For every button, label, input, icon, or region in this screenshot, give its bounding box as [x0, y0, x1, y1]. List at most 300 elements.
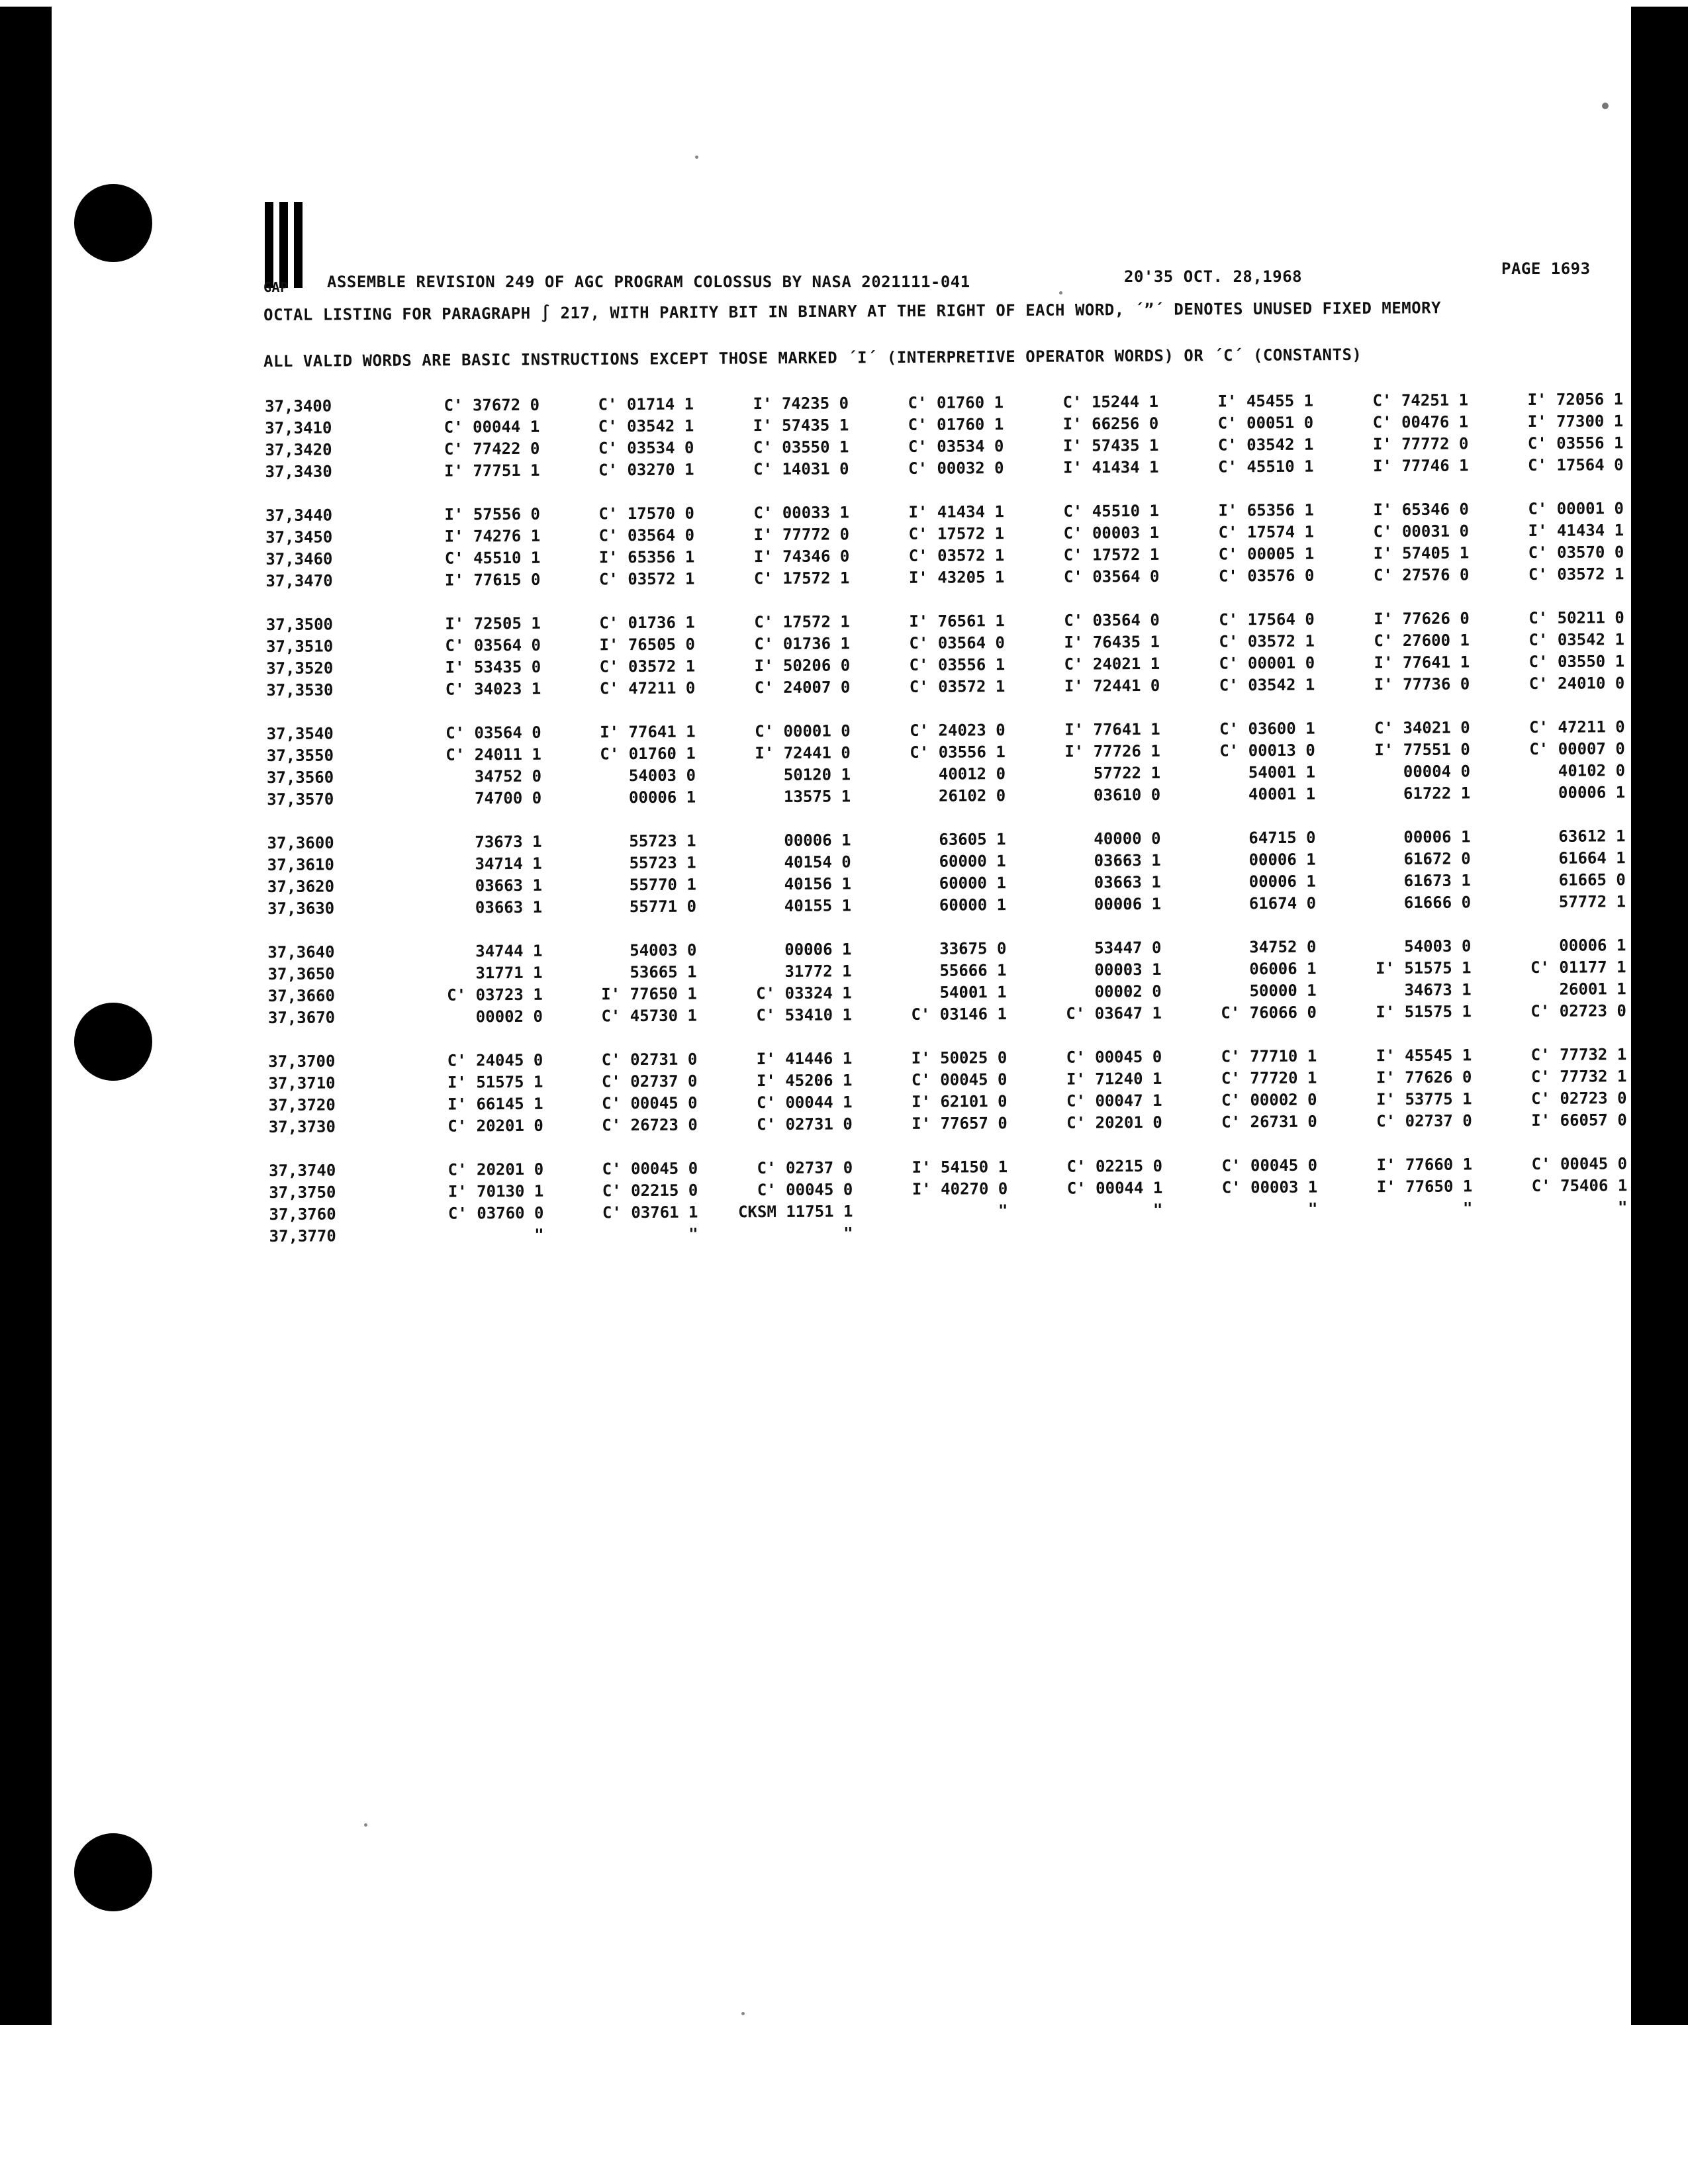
memory-word: I' 72505 1 — [445, 614, 541, 633]
header-line-3: ALL VALID WORDS ARE BASIC INSTRUCTIONS EXCEPT THOSE MARKED ´I´ (INTERPRETIVE OPERATOR WORDS) OR ´C´ (CONSTANTS) — [263, 345, 1362, 371]
memory-word: 00006 1 — [1248, 872, 1316, 891]
memory-word: 34673 1 — [1404, 980, 1472, 999]
memory-address: 37,3540 — [266, 724, 334, 743]
memory-word: I' 74346 0 — [753, 547, 850, 567]
memory-word: C' 45510 1 — [1217, 457, 1314, 477]
memory-word: I' 50025 0 — [911, 1048, 1008, 1068]
memory-word: I' 72441 0 — [1064, 676, 1160, 696]
memory-word: 73673 1 — [475, 832, 542, 852]
memory-word: C' 17572 1 — [908, 524, 1005, 543]
memory-word: 03663 1 — [475, 897, 543, 917]
memory-word: 53447 0 — [1094, 938, 1162, 958]
memory-word: I' 45545 1 — [1376, 1046, 1472, 1066]
memory-word: I' 77650 1 — [601, 984, 697, 1004]
memory-word: C' 00007 0 — [1529, 739, 1625, 759]
memory-word: C' 00005 1 — [1218, 544, 1315, 564]
memory-word: 40001 1 — [1248, 784, 1316, 804]
memory-word: C' 17570 0 — [598, 504, 695, 523]
memory-word: 31771 1 — [475, 963, 543, 983]
memory-word: C' 03542 1 — [1528, 630, 1625, 650]
memory-word: " — [1617, 1198, 1628, 1217]
memory-word: I' 77772 0 — [1372, 434, 1469, 454]
memory-address: 37,3620 — [267, 877, 335, 896]
memory-word: 00006 1 — [1403, 827, 1471, 847]
memory-word: 34744 1 — [475, 941, 543, 961]
memory-word: C' 00001 0 — [1219, 653, 1315, 673]
memory-word: C' 03550 1 — [1528, 652, 1625, 672]
memory-address: 37,3750 — [269, 1183, 336, 1202]
memory-word: C' 02737 0 — [1376, 1111, 1472, 1131]
memory-word: C' 50211 0 — [1528, 608, 1624, 628]
scan-smudge — [1602, 103, 1609, 109]
memory-word: 55723 1 — [629, 853, 696, 873]
memory-word: C' 17574 1 — [1218, 522, 1315, 542]
memory-word: 74700 0 — [474, 788, 542, 808]
memory-word: C' 00047 1 — [1066, 1091, 1162, 1111]
memory-word: I' 41434 1 — [1063, 457, 1159, 477]
memory-word: C' 03576 0 — [1218, 566, 1315, 586]
memory-word: 50120 1 — [783, 765, 851, 784]
memory-address: 37,3650 — [267, 964, 335, 983]
memory-word: 40102 0 — [1558, 761, 1626, 780]
memory-word: I' 77736 0 — [1374, 674, 1470, 694]
memory-word: C' 03534 0 — [908, 437, 1004, 456]
memory-word: C' 47211 0 — [599, 678, 696, 698]
memory-address: 37,3770 — [269, 1226, 336, 1246]
listing-group — [267, 827, 1631, 921]
memory-word: C' 27576 0 — [1373, 565, 1470, 585]
memory-word: C' 20201 0 — [1066, 1113, 1162, 1132]
memory-word: 31772 1 — [784, 962, 852, 981]
listing-group — [267, 936, 1632, 1030]
memory-word: C' 77710 1 — [1221, 1046, 1317, 1066]
memory-word: 57772 1 — [1558, 892, 1626, 911]
memory-address: 37,3740 — [269, 1161, 336, 1180]
memory-word: 13575 1 — [783, 787, 851, 806]
memory-word: I' 77657 0 — [912, 1114, 1008, 1133]
memory-address: 37,3720 — [268, 1095, 336, 1115]
memory-word: C' 00051 0 — [1217, 413, 1314, 433]
memory-word: C' 02731 0 — [757, 1115, 853, 1134]
memory-word: " — [998, 1201, 1008, 1220]
memory-word: C' 00044 1 — [757, 1093, 853, 1113]
listing-group — [267, 717, 1631, 812]
memory-word: 00006 1 — [1094, 894, 1162, 914]
memory-word: C' 01714 1 — [598, 394, 694, 414]
memory-word: I' 77641 1 — [1064, 719, 1160, 739]
memory-word: C' 03647 1 — [1066, 1003, 1162, 1023]
memory-word: CKSM 11751 1 — [737, 1202, 853, 1222]
memory-word: C' 00003 1 — [1221, 1177, 1318, 1197]
memory-word: I' 57405 1 — [1373, 543, 1470, 563]
memory-word: C' 45510 1 — [444, 548, 541, 568]
memory-word: C' 20201 0 — [447, 1160, 544, 1179]
memory-word: 61722 1 — [1403, 784, 1471, 803]
memory-word: C' 03564 0 — [1064, 610, 1160, 630]
memory-word: C' 03564 0 — [1063, 567, 1160, 586]
memory-word: 53665 1 — [630, 962, 697, 982]
memory-word: I' 41446 1 — [756, 1049, 853, 1069]
memory-word: 54003 0 — [630, 940, 697, 960]
memory-word: C' 01736 1 — [754, 634, 851, 654]
memory-address: 37,3430 — [265, 462, 332, 481]
memory-word: 00004 0 — [1403, 762, 1471, 782]
memory-word: C' 02723 0 — [1531, 1089, 1627, 1108]
memory-word: I' 77626 0 — [1376, 1068, 1472, 1087]
memory-word: 26102 0 — [938, 786, 1006, 805]
memory-word: C' 03556 1 — [910, 743, 1006, 762]
memory-word: C' 15244 1 — [1062, 392, 1159, 412]
memory-word: I' 54150 1 — [912, 1158, 1008, 1177]
memory-word: C' 03564 0 — [909, 633, 1006, 653]
memory-word: C' 00045 0 — [757, 1180, 853, 1200]
memory-word: C' 77720 1 — [1221, 1068, 1317, 1088]
memory-word: C' 00045 0 — [602, 1159, 698, 1179]
memory-word: C' 00013 0 — [1219, 741, 1315, 760]
memory-word: C' 03572 1 — [599, 657, 696, 676]
memory-word: " — [688, 1224, 698, 1244]
memory-address: 37,3440 — [265, 506, 333, 525]
memory-word: 61666 0 — [1403, 893, 1472, 912]
memory-word: C' 77732 1 — [1530, 1067, 1627, 1086]
memory-word: 26001 1 — [1559, 979, 1626, 999]
memory-word: I' 77551 0 — [1374, 740, 1470, 760]
memory-word: " — [1462, 1199, 1473, 1218]
memory-word: C' 74251 1 — [1372, 390, 1469, 410]
memory-word: C' 24023 0 — [910, 721, 1006, 740]
memory-word: C' 03600 1 — [1219, 719, 1315, 739]
memory-word: 00006 1 — [784, 940, 852, 959]
memory-word: C' 53410 1 — [756, 1005, 852, 1025]
memory-word: I' 51575 1 — [1375, 958, 1472, 978]
memory-word: " — [534, 1225, 544, 1244]
memory-word: C' 03556 1 — [909, 655, 1006, 674]
memory-word: I' 45455 1 — [1217, 391, 1314, 411]
memory-word: I' 65356 1 — [1218, 500, 1314, 520]
memory-word: I' 77660 1 — [1376, 1155, 1473, 1175]
memory-address: 37,3460 — [265, 549, 333, 569]
memory-word: 61664 1 — [1558, 848, 1626, 868]
memory-word: I' 66256 0 — [1062, 414, 1159, 433]
memory-word: 60000 1 — [939, 874, 1006, 893]
punch-hole-top — [74, 184, 152, 262]
punch-hole-middle — [74, 1003, 152, 1081]
memory-word: 60000 1 — [939, 895, 1007, 915]
memory-word: C' 20201 0 — [447, 1116, 543, 1136]
memory-word: 54003 0 — [628, 766, 696, 786]
memory-word: C' 37672 0 — [444, 395, 540, 415]
memory-word: 00006 1 — [1558, 783, 1626, 802]
scan-speck — [741, 2012, 745, 2015]
memory-word: C' 77732 1 — [1530, 1045, 1627, 1064]
memory-word: I' 57556 0 — [444, 504, 541, 524]
memory-address: 37,3600 — [267, 833, 334, 852]
memory-word: 55723 1 — [629, 831, 696, 851]
memory-word: I' 43205 1 — [908, 568, 1005, 587]
memory-word: 03610 0 — [1093, 785, 1161, 805]
memory-word: I' 77626 0 — [1374, 609, 1470, 629]
memory-word: C' 00044 1 — [444, 417, 540, 437]
memory-word: 00006 1 — [1559, 936, 1626, 955]
memory-word: C' 00045 0 — [1221, 1156, 1318, 1175]
memory-word: C' 03564 0 — [445, 723, 541, 743]
scan-edge-left — [0, 7, 52, 2025]
listing-group — [265, 390, 1629, 484]
memory-word: " — [1152, 1200, 1163, 1219]
memory-word: C' 03572 1 — [908, 546, 1005, 565]
memory-address: 37,3510 — [265, 637, 334, 656]
memory-word: C' 03572 1 — [909, 677, 1006, 696]
listing-group — [268, 1045, 1632, 1140]
memory-word: 03663 1 — [475, 876, 542, 895]
octal-listing — [265, 390, 1633, 1271]
memory-word: C' 00045 0 — [1531, 1154, 1628, 1173]
memory-word: I' 40270 0 — [912, 1179, 1008, 1199]
memory-word: I' 51575 1 — [1376, 1002, 1472, 1022]
memory-word: I' 70130 1 — [447, 1181, 544, 1201]
memory-word: I' 65356 1 — [598, 547, 695, 567]
memory-word: 06006 1 — [1249, 959, 1317, 979]
memory-word: I' 77641 1 — [600, 722, 696, 742]
memory-address: 37,3410 — [265, 418, 332, 437]
memory-word: C' 00045 0 — [602, 1093, 698, 1113]
memory-word: 00006 1 — [784, 831, 851, 850]
memory-word: 61672 0 — [1403, 849, 1471, 869]
assembly-date: 20'35 OCT. 28,1968 — [1124, 267, 1303, 286]
memory-word: 34752 0 — [474, 766, 542, 786]
memory-word: C' 45510 1 — [1063, 501, 1159, 521]
memory-word: " — [843, 1224, 853, 1243]
memory-address: 37,3560 — [266, 768, 334, 787]
memory-word: C' 00032 0 — [908, 459, 1004, 478]
memory-word: C' 03760 0 — [447, 1203, 544, 1223]
memory-word: 55666 1 — [939, 961, 1007, 980]
memory-word: I' 77300 1 — [1527, 412, 1624, 432]
memory-word: C' 14031 0 — [753, 459, 849, 479]
memory-word: C' 76066 0 — [1221, 1003, 1317, 1023]
memory-word: I' 62101 0 — [912, 1092, 1008, 1111]
memory-word: 34752 0 — [1249, 937, 1317, 957]
memory-word: C' 03542 1 — [1219, 675, 1315, 695]
memory-word: I' 71240 1 — [1066, 1069, 1162, 1089]
memory-word: C' 02723 0 — [1530, 1001, 1626, 1021]
memory-word: C' 34023 1 — [445, 679, 541, 699]
memory-word: C' 77422 0 — [444, 439, 540, 459]
memory-word: C' 26723 0 — [602, 1115, 698, 1135]
memory-address: 37,3710 — [268, 1073, 336, 1093]
memory-word: C' 01760 1 — [600, 744, 696, 764]
memory-word: C' 00045 0 — [1066, 1047, 1162, 1067]
memory-word: 00006 1 — [628, 788, 696, 807]
memory-word: 40012 0 — [938, 764, 1006, 784]
memory-word: C' 75406 1 — [1531, 1176, 1628, 1195]
memory-word: I' 66145 1 — [447, 1094, 543, 1114]
memory-word: 40000 0 — [1094, 829, 1161, 848]
memory-word: 55771 0 — [629, 897, 697, 917]
memory-address: 37,3520 — [266, 659, 334, 678]
memory-word: 64715 0 — [1248, 828, 1316, 848]
memory-word: I' 41434 1 — [1528, 521, 1624, 541]
memory-word: I' 76435 1 — [1064, 632, 1160, 652]
memory-word: 40156 1 — [784, 874, 851, 893]
memory-word: C' 24011 1 — [445, 745, 541, 764]
memory-word: C' 00001 0 — [1528, 499, 1624, 519]
memory-word: 40154 0 — [784, 852, 851, 872]
memory-word: C' 24045 0 — [447, 1050, 543, 1070]
header-prefix: GAP — [263, 279, 289, 295]
memory-word: C' 26731 0 — [1221, 1112, 1317, 1132]
memory-word: 33675 0 — [939, 939, 1007, 958]
memory-word: I' 76505 0 — [599, 635, 696, 655]
memory-word: C' 03542 1 — [1217, 435, 1314, 455]
memory-word: C' 03564 0 — [445, 635, 541, 655]
memory-word: 54003 0 — [1404, 936, 1472, 956]
memory-word: 00003 1 — [1094, 960, 1162, 979]
memory-word: C' 03146 1 — [911, 1005, 1007, 1024]
memory-word: 57722 1 — [1093, 763, 1161, 783]
memory-word: C' 03570 0 — [1528, 543, 1624, 563]
memory-word: I' 77726 1 — [1064, 741, 1160, 761]
memory-word: 54001 1 — [1248, 762, 1316, 782]
memory-word: I' 72056 1 — [1527, 390, 1624, 410]
memory-word: I' 57435 1 — [1062, 435, 1159, 455]
memory-word: I' 50206 0 — [754, 656, 851, 676]
memory-address: 37,3400 — [265, 396, 332, 416]
memory-word: I' 74235 0 — [753, 394, 849, 414]
memory-word: C' 27600 1 — [1374, 631, 1470, 651]
memory-address: 37,3450 — [265, 527, 333, 547]
memory-word: C' 17572 1 — [1063, 545, 1160, 565]
memory-word: I' 77650 1 — [1376, 1177, 1473, 1197]
listing-group — [266, 608, 1630, 703]
scan-edge-right — [1631, 7, 1688, 2025]
memory-word: C' 02215 0 — [1066, 1156, 1163, 1176]
memory-word: C' 45730 1 — [601, 1006, 697, 1026]
listing-group — [265, 499, 1630, 594]
memory-word: I' 41434 1 — [908, 502, 1004, 522]
memory-word: C' 17572 1 — [753, 569, 850, 588]
memory-word: I' 74276 1 — [444, 526, 541, 546]
memory-word: 61665 0 — [1558, 870, 1626, 889]
memory-word: 00002 0 — [1094, 981, 1162, 1001]
memory-word: 00006 1 — [1248, 850, 1316, 870]
memory-word: C' 03572 1 — [1528, 565, 1624, 584]
memory-word: C' 17564 0 — [1527, 455, 1624, 475]
memory-word: 54001 1 — [939, 983, 1007, 1002]
memory-word: C' 02731 0 — [601, 1050, 698, 1069]
memory-word: 03663 1 — [1094, 872, 1161, 892]
memory-word: C' 03534 0 — [598, 438, 694, 458]
memory-address: 37,3670 — [267, 1008, 336, 1027]
memory-word: C' 03572 1 — [598, 569, 695, 589]
page-number: PAGE 1693 — [1501, 259, 1591, 278]
memory-word: I' 51575 1 — [447, 1072, 543, 1092]
memory-address: 37,3730 — [268, 1117, 336, 1136]
memory-word: 63612 1 — [1558, 827, 1626, 846]
memory-word: C' 00031 0 — [1373, 522, 1470, 541]
memory-word: C' 03564 0 — [598, 525, 695, 545]
scan-speck — [695, 156, 698, 159]
memory-word: C' 24021 1 — [1064, 654, 1160, 674]
memory-word: 03663 1 — [1094, 850, 1161, 870]
memory-address: 37,3760 — [269, 1205, 336, 1224]
memory-word: 55770 1 — [629, 875, 696, 895]
memory-word: C' 03556 1 — [1527, 433, 1624, 453]
memory-word: C' 17572 1 — [754, 612, 850, 632]
memory-word: C' 02737 0 — [757, 1158, 853, 1178]
memory-word: I' 77772 0 — [753, 525, 850, 545]
memory-word: I' 77751 1 — [444, 461, 540, 480]
memory-address: 37,3500 — [265, 615, 334, 634]
memory-word: C' 03542 1 — [598, 416, 694, 436]
memory-word: C' 01736 1 — [599, 613, 695, 633]
memory-word: " — [1307, 1199, 1318, 1218]
memory-address: 37,3550 — [266, 746, 334, 765]
memory-word: C' 17564 0 — [1219, 610, 1315, 629]
memory-word: C' 00002 0 — [1221, 1090, 1317, 1110]
memory-word: 61674 0 — [1248, 893, 1317, 913]
memory-word: I' 72441 0 — [755, 743, 851, 763]
memory-word: C' 00476 1 — [1372, 412, 1469, 432]
assembly-title: ASSEMBLE REVISION 249 OF AGC PROGRAM COLOSSUS BY NASA 2021111-041 — [327, 273, 970, 291]
memory-word: C' 02215 0 — [602, 1181, 698, 1201]
memory-word: I' 57435 1 — [753, 416, 849, 435]
memory-address: 37,3470 — [265, 571, 333, 590]
memory-address: 37,3570 — [267, 790, 334, 809]
memory-word: I' 45206 1 — [756, 1071, 853, 1091]
memory-word: C' 47211 0 — [1529, 717, 1625, 737]
memory-word: C' 03270 1 — [598, 460, 694, 480]
scan-speck — [1059, 291, 1062, 295]
memory-address: 37,3630 — [267, 899, 335, 918]
memory-word: C' 01760 1 — [908, 393, 1004, 412]
memory-word: I' 77746 1 — [1372, 456, 1469, 476]
memory-address: 37,3700 — [268, 1052, 336, 1071]
memory-word: C' 34021 0 — [1374, 718, 1470, 738]
memory-word: I' 66057 0 — [1531, 1111, 1627, 1130]
memory-word: C' 00003 1 — [1063, 523, 1160, 543]
memory-word: C' 24007 0 — [754, 678, 851, 698]
memory-address: 37,3420 — [265, 440, 332, 459]
memory-word: 60000 1 — [939, 852, 1006, 871]
memory-word: C' 02737 0 — [601, 1071, 698, 1091]
memory-word: I' 77641 1 — [1374, 653, 1470, 672]
memory-word: 61673 1 — [1403, 871, 1471, 891]
memory-word: C' 03572 1 — [1219, 631, 1315, 651]
memory-word: I' 77615 0 — [444, 570, 541, 590]
memory-word: C' 03324 1 — [756, 983, 852, 1003]
header-line-2: OCTAL LISTING FOR PARAGRAPH ∫ 217, WITH PARITY BIT IN BINARY AT THE RIGHT OF EACH WORD, ´”´ DENOTES UNUSED FIXED MEMORY — [263, 298, 1442, 324]
memory-word: C' 01177 1 — [1530, 958, 1626, 978]
listing-group — [269, 1154, 1633, 1249]
memory-word: C' 00045 0 — [911, 1070, 1008, 1089]
memory-address: 37,3610 — [267, 855, 334, 874]
memory-address: 37,3640 — [267, 942, 335, 962]
memory-word: C' 03550 1 — [753, 437, 849, 457]
memory-word: I' 53435 0 — [445, 657, 541, 677]
memory-word: 34714 1 — [475, 854, 542, 874]
memory-word: I' 65346 0 — [1373, 500, 1469, 520]
memory-word: I' 76561 1 — [909, 612, 1005, 631]
memory-word: I' 53775 1 — [1376, 1089, 1472, 1109]
scan-speck — [364, 1823, 367, 1827]
memory-word: C' 03723 1 — [447, 985, 543, 1005]
memory-word: C' 00033 1 — [753, 503, 849, 523]
memory-word: C' 01760 1 — [908, 415, 1004, 434]
memory-word: 63605 1 — [939, 830, 1006, 849]
memory-word: C' 03761 1 — [602, 1203, 698, 1222]
memory-word: C' 00001 0 — [755, 721, 851, 741]
